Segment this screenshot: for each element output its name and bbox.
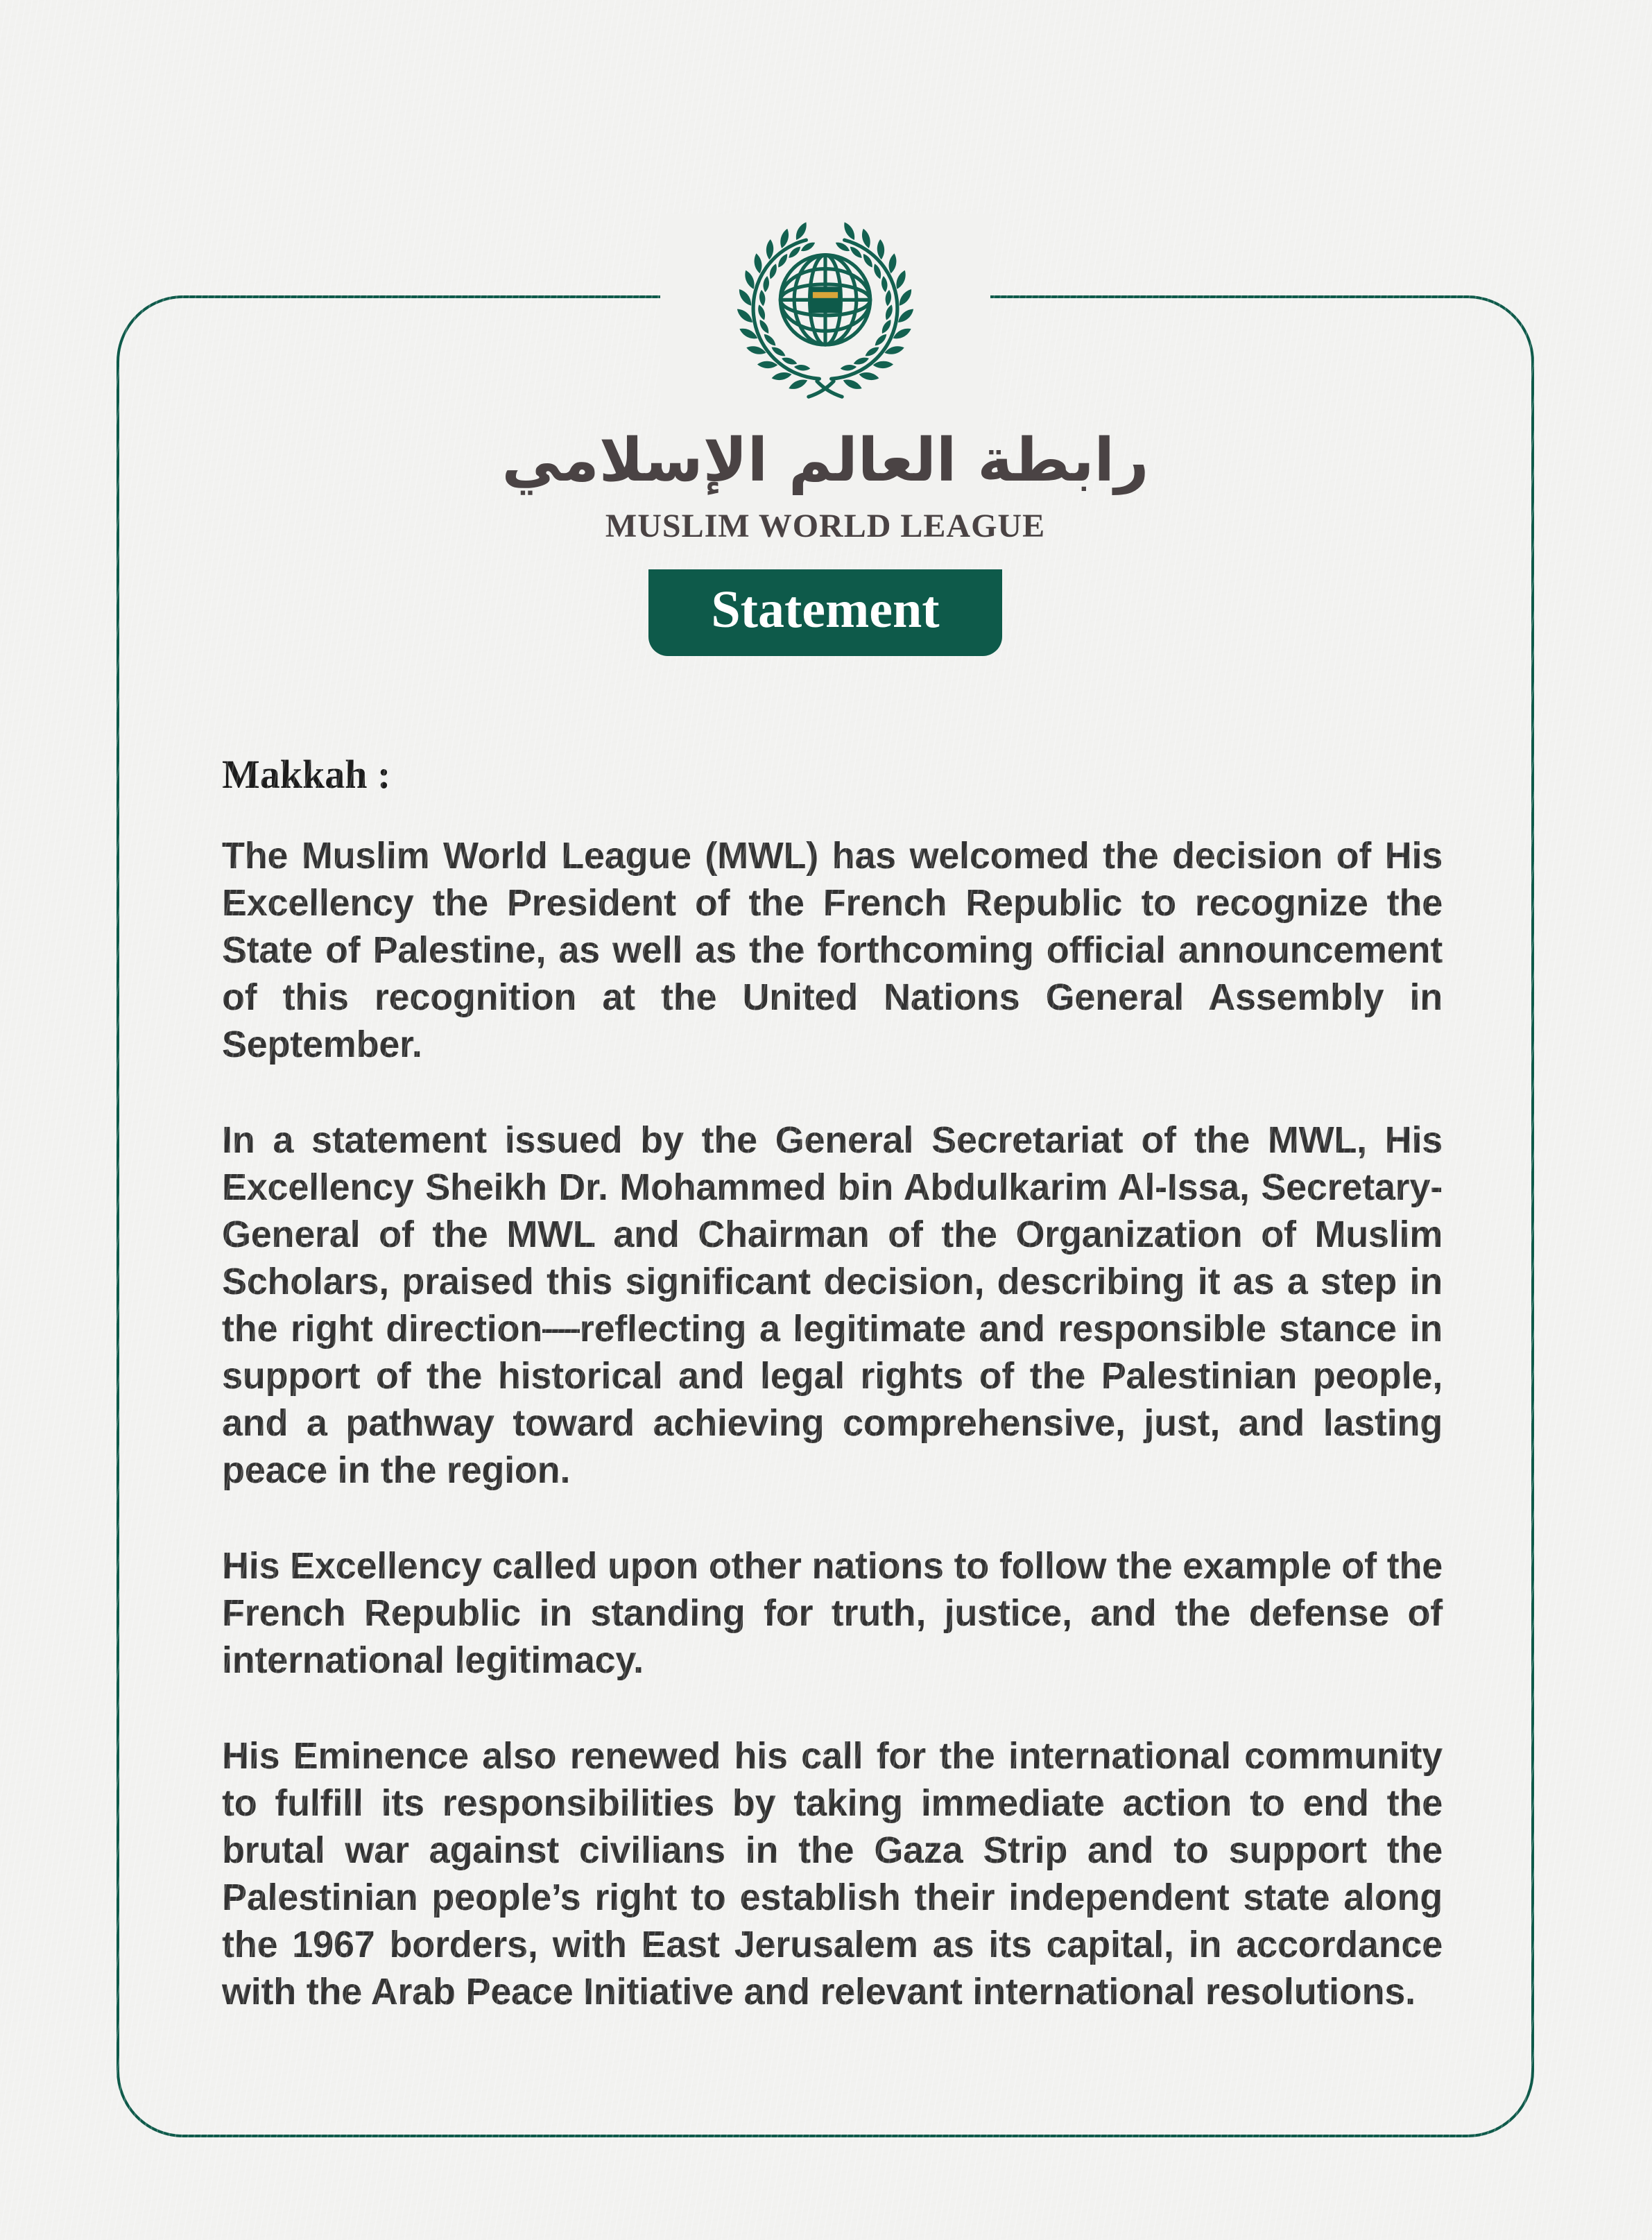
statement-paragraph: His Excellency called upon other nations to follow the example of the French Republic in standing for truth, justice, and the defense of international legitimacy. [222, 1545, 1443, 1681]
statement-banner-label: Statement [711, 580, 940, 639]
statement-banner [648, 569, 1002, 656]
statement-paragraph: The Muslim World League (MWL) has welcomed the decision of His Excellency the President of the French Republic to recognize the State of Palestine, as well as the forthcoming official announcement of this recognition at the United Nations General Assembly in September. [222, 835, 1443, 1065]
statement-content [222, 750, 1443, 2015]
kaaba-icon [810, 286, 841, 313]
statement-paragraph: His Eminence also renewed his call for the international community to fulfill its responsibilities by taking immediate action to end the brutal war against civilians in the Gaza Strip and to support the Palestinian people’s right to establish their independent state along the 1967 borders, with East Jerusalem as its capital, in accordance with the Arab Peace Initiative and relevant international resolutions. [222, 1735, 1443, 2013]
mwl-logo [730, 214, 921, 411]
arabic-org-name: رابطة العالم الإسلامي [501, 426, 1149, 495]
statement-card [117, 295, 1534, 2137]
statement-paragraph: In a statement issued by the General Secretariat of the MWL, His Excellency Sheikh Dr. Mohammed bin Abdulkarim Al-Issa, Secretary-General of the MWL and Chairman of the Organization of Muslim Scholars, praised this significant decision, describing it as a step in the right direction—reflecting a legitimate and responsible stance in support of the historical and legal rights of the Palestinian people, and a pathway toward achieving comprehensive, just, and lasting peace in the region. [222, 1119, 1443, 1491]
brand-header [501, 214, 1149, 545]
location-heading: Makkah : [222, 752, 391, 797]
english-org-name: MUSLIM WORLD LEAGUE [605, 507, 1046, 544]
